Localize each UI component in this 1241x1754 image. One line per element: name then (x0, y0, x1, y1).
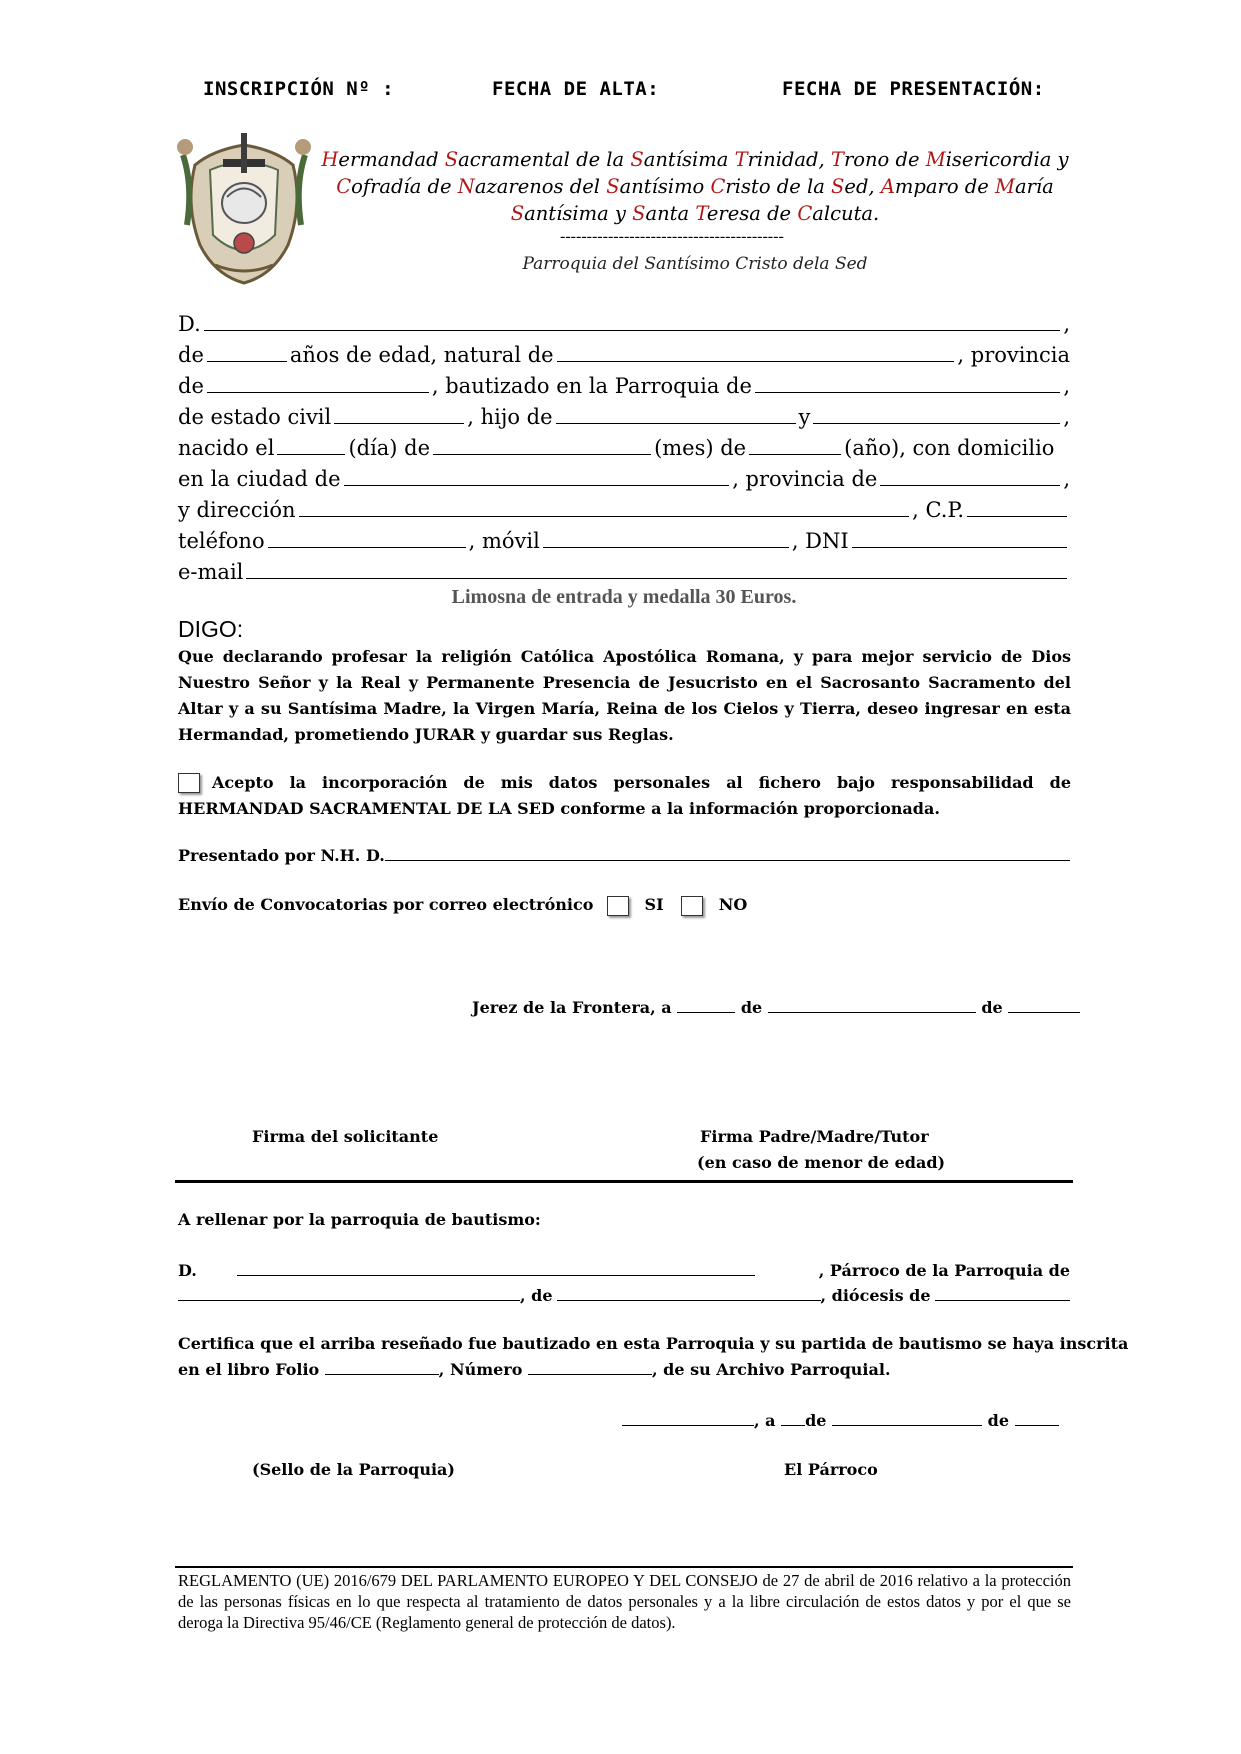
label-provincia: , provincia de (732, 467, 878, 491)
title-initial: M (995, 175, 1015, 198)
label-a: , a (754, 1411, 776, 1430)
label-dni: , DNI (791, 529, 849, 553)
label-presentado: Presentado por N.H. D. (178, 846, 385, 865)
provincia-domicilio-field[interactable] (880, 465, 1060, 486)
title-word: ofradía de (351, 175, 458, 198)
parish-row-2 (178, 1285, 1070, 1311)
title-separator: ------------------------------------------ (560, 228, 784, 245)
label-de: de (987, 1411, 1009, 1430)
label-direccion: y dirección (178, 498, 296, 522)
label-comma: , (1063, 405, 1070, 429)
title-word: acramental de la (458, 148, 631, 171)
presentado-field[interactable] (385, 845, 1070, 861)
form-row-email (178, 558, 1070, 588)
label-telefono: teléfono (178, 529, 265, 553)
label-hijo: , hijo de (467, 405, 553, 429)
estado-civil-field[interactable] (334, 403, 464, 424)
label-de: de (740, 998, 763, 1017)
title-word: mparo de (894, 175, 996, 198)
title-word: alcuta. (812, 202, 880, 225)
lugar-anio-field[interactable] (1008, 997, 1080, 1013)
label-provincia: , provincia (957, 343, 1070, 367)
form-row-ciudad (178, 465, 1070, 495)
title-initial: H (321, 148, 339, 171)
age-field[interactable] (207, 341, 287, 362)
title-word: anta (645, 202, 696, 225)
padre-field[interactable] (556, 403, 796, 424)
numero-field[interactable] (528, 1359, 652, 1375)
label-d: D. (178, 312, 201, 336)
parroco-signature-label: El Párroco (784, 1460, 878, 1479)
label-y: y (798, 405, 811, 429)
digo-heading: DIGO: (178, 616, 244, 642)
title-initial: S (606, 175, 620, 198)
parish-dia-field[interactable] (781, 1410, 805, 1426)
title-word: antísima y (524, 202, 633, 225)
firma-tutor: Firma Padre/Madre/Tutor (700, 1127, 929, 1146)
firma-solicitante: Firma del solicitante (252, 1127, 439, 1146)
label-nacido: nacido el (178, 436, 275, 460)
lugar-mes-field[interactable] (768, 997, 976, 1013)
label-dia: (día) de (348, 436, 431, 460)
label-si: SI (644, 895, 664, 914)
label-comma: , (1063, 374, 1070, 398)
cert-line-1: Certifica que el arriba reseñado fue bautizado en esta Parroquia y su partida de bautismo se haya inscrita (178, 1334, 1129, 1353)
title-initial: S (444, 148, 459, 171)
provincia-field[interactable] (207, 372, 429, 393)
title-initial: S (831, 175, 845, 198)
title-word: isericordia y (945, 148, 1069, 171)
parroquia-name-field[interactable] (178, 1285, 520, 1301)
title-word: antísima (643, 148, 735, 171)
dia-field[interactable] (277, 434, 345, 455)
title-initial: T (695, 202, 707, 225)
title-word: rinidad, (747, 148, 831, 171)
inscripcion-label: INSCRIPCIÓN Nº : (203, 78, 395, 100)
title-initial: S (630, 148, 644, 171)
anio-field[interactable] (749, 434, 841, 455)
envio-row (178, 895, 747, 916)
lugar-fecha-row (472, 997, 1080, 1017)
telefono-field[interactable] (268, 527, 466, 548)
madre-field[interactable] (813, 403, 1060, 424)
section-divider (175, 1180, 1073, 1183)
brotherhood-title (300, 146, 1090, 227)
email-field[interactable] (246, 558, 1067, 579)
title-word: ed, (844, 175, 881, 198)
parroco-name-field[interactable] (237, 1260, 755, 1276)
parroquia-subtitle: Parroquia del Santísimo Cristo dela Sed (522, 254, 868, 274)
fecha-alta-label: FECHA DE ALTA: (492, 78, 660, 100)
sello-label: (Sello de la Parroquia) (252, 1460, 455, 1479)
label-archivo: , de su Archivo Parroquial. (651, 1360, 891, 1379)
label-anio: (año), con domicilio (844, 436, 1055, 460)
name-field[interactable] (204, 310, 1061, 331)
footer-legal-text: REGLAMENTO (UE) 2016/679 DEL PARLAMENTO EUROPEO Y DEL CONSEJO de 27 de abril de 2016 relativo a la protección de las personas físicas en lo que respecta al tratamiento de datos personales y a la libre circulación de estos datos y por el que se deroga la Directiva 95/46/CE (Reglamento general de protección de datos). (178, 1571, 1071, 1632)
label-bautizado: , bautizado en la Parroquia de (431, 374, 752, 398)
lugar-dia-field[interactable] (677, 997, 735, 1013)
title-line-3 (300, 200, 1090, 227)
label-jerez: Jerez de la Frontera, a (472, 998, 672, 1017)
title-initial: A (880, 175, 895, 198)
title-word: antísimo (619, 175, 711, 198)
si-checkbox[interactable] (607, 896, 629, 916)
parish-date-row (622, 1410, 1059, 1430)
firma-tutor-note: (en caso de menor de edad) (697, 1153, 946, 1172)
movil-field[interactable] (543, 527, 789, 548)
label-parroco: , Párroco de la Parroquia de (818, 1261, 1070, 1280)
label-numero: , Número (438, 1360, 523, 1379)
title-initial: N (457, 175, 475, 198)
label-cp: , C.P. (912, 498, 964, 522)
footer-divider (175, 1566, 1073, 1568)
parish-row-1 (178, 1260, 1070, 1286)
dni-field[interactable] (852, 527, 1067, 548)
title-initial: C (710, 175, 726, 198)
label-no: NO (718, 895, 748, 914)
form-row-bautizado (178, 372, 1070, 402)
label-natural: años de edad, natural de (289, 343, 554, 367)
label-mes: (mes) de (654, 436, 747, 460)
label-estado-civil: de estado civil (178, 405, 332, 429)
label-comma: , (1063, 312, 1070, 336)
title-initial: C (336, 175, 352, 198)
title-word: risto de la (725, 175, 832, 198)
title-initial: C (797, 202, 813, 225)
title-line-1 (300, 146, 1090, 173)
form-row-name (178, 310, 1070, 340)
label-ciudad: en la ciudad de (178, 467, 341, 491)
title-initial: T (830, 148, 844, 171)
label-envio: Envío de Convocatorias por correo electrónico (178, 895, 594, 914)
direccion-field[interactable] (299, 496, 910, 517)
label-email: e-mail (178, 560, 244, 584)
parish-anio-field[interactable] (1015, 1410, 1059, 1426)
title-initial: S (632, 202, 646, 225)
folio-field[interactable] (325, 1359, 439, 1375)
consent-text: Acepto la incorporación de mis datos personales al fichero bajo responsabilidad de HERMANDAD SACRAMENTAL DE LA SED conforme a la información proporcionada. (178, 773, 1071, 818)
mes-field[interactable] (433, 434, 651, 455)
form-row-telefono (178, 527, 1070, 557)
title-word: ermandad (338, 148, 445, 171)
label-d: D. (178, 1261, 197, 1280)
cp-field[interactable] (967, 496, 1067, 517)
form-row-age (178, 341, 1070, 371)
label-movil: , móvil (468, 529, 540, 553)
label-de: de (805, 1411, 827, 1430)
label-diocesis: , diócesis de (820, 1286, 931, 1305)
declaration-text: Que declarando profesar la religión Católica Apostólica Romana, y para mejor servicio de Dios Nuestro Señor y la Real y Permanente Presencia de Jesucristo en el Sacrosanto Sacramento del Altar y a su Santísima Madre, la Virgen María, Reina de los Cielos y Tierra, deseo ingresar en esta Hermandad, prometiendo JURAR y guardar sus Reglas. (178, 647, 1071, 744)
label-de: , de (520, 1286, 553, 1305)
localidad-field[interactable] (557, 1285, 821, 1301)
form-row-nacido (178, 434, 1070, 464)
parish-lugar-field[interactable] (622, 1410, 754, 1426)
label-comma: , (1063, 467, 1070, 491)
label-de: de (981, 998, 1003, 1017)
presentado-row (178, 845, 1070, 871)
limosna-note: Limosna de entrada y medalla 30 Euros. (451, 586, 797, 608)
cert-line-2 (178, 1359, 891, 1379)
diocesis-field[interactable] (935, 1285, 1070, 1301)
label-de: de (178, 374, 204, 398)
label-folio: en el libro Folio (178, 1360, 320, 1379)
title-initial: T (734, 148, 748, 171)
ciudad-field[interactable] (344, 465, 730, 486)
title-word: aría (1014, 175, 1054, 198)
title-initial: S (510, 202, 525, 225)
title-initial: M (925, 148, 946, 171)
parish-title: A rellenar por la parroquia de bautismo: (178, 1210, 541, 1229)
coat-of-arms-icon (175, 125, 313, 285)
natural-field[interactable] (557, 341, 955, 362)
parish-mes-field[interactable] (832, 1410, 982, 1426)
fecha-presentacion-label: FECHA DE PRESENTACIÓN: (782, 78, 1045, 100)
form-row-estado (178, 403, 1070, 433)
parroquia-bautismo-field[interactable] (755, 372, 1060, 393)
title-line-2 (300, 173, 1090, 200)
title-word: rono de (843, 148, 926, 171)
no-checkbox[interactable] (681, 896, 703, 916)
form-row-direccion (178, 496, 1070, 526)
label-de: de (178, 343, 204, 367)
title-word: azarenos del (474, 175, 607, 198)
title-word: eresa de (706, 202, 798, 225)
